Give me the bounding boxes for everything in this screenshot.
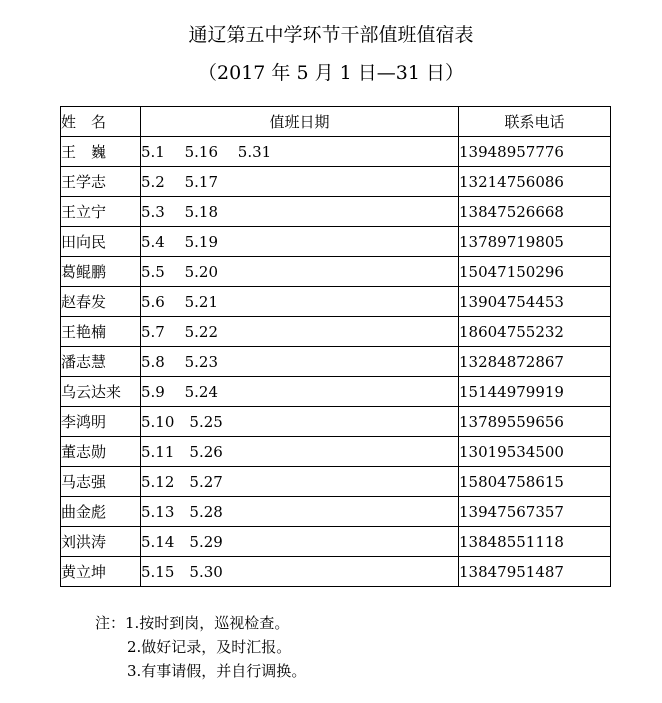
cell-name: 王 巍 bbox=[61, 137, 141, 167]
table-row bbox=[61, 437, 611, 467]
table-row bbox=[61, 197, 611, 227]
cell-name: 潘志慧 bbox=[61, 347, 141, 377]
cell-name: 赵春发 bbox=[61, 287, 141, 317]
cell-name: 葛鲲鹏 bbox=[61, 257, 141, 287]
duty-roster-table bbox=[60, 106, 611, 587]
table-row bbox=[61, 377, 611, 407]
notes-section bbox=[95, 611, 306, 683]
table-row bbox=[61, 227, 611, 257]
cell-dates: 5.12 5.27 bbox=[141, 467, 459, 497]
cell-name: 马志强 bbox=[61, 467, 141, 497]
date-range-subtitle: （2017 年 5 月 1 日—31 日） bbox=[198, 62, 464, 84]
document-title: 通辽第五中学环节干部值班值宿表 bbox=[188, 24, 474, 46]
cell-name: 田向民 bbox=[61, 227, 141, 257]
note-line-1: 注：1.按时到岗，巡视检查。 bbox=[95, 614, 290, 632]
cell-phone: 13847951487 bbox=[459, 557, 611, 587]
cell-phone: 15047150296 bbox=[459, 257, 611, 287]
cell-name: 王艳楠 bbox=[61, 317, 141, 347]
cell-dates: 5.4 5.19 bbox=[141, 227, 459, 257]
table-header-row bbox=[61, 107, 611, 137]
cell-name: 乌云达来 bbox=[61, 377, 141, 407]
cell-phone: 13789559656 bbox=[459, 407, 611, 437]
cell-phone: 13847526668 bbox=[459, 197, 611, 227]
cell-name: 李鸿明 bbox=[61, 407, 141, 437]
cell-dates: 5.3 5.18 bbox=[141, 197, 459, 227]
table-row bbox=[61, 287, 611, 317]
table-row bbox=[61, 407, 611, 437]
table-row bbox=[61, 347, 611, 377]
cell-phone: 18604755232 bbox=[459, 317, 611, 347]
cell-dates: 5.2 5.17 bbox=[141, 167, 459, 197]
cell-phone: 13904754453 bbox=[459, 287, 611, 317]
cell-phone: 15144979919 bbox=[459, 377, 611, 407]
cell-dates: 5.7 5.22 bbox=[141, 317, 459, 347]
cell-dates: 5.9 5.24 bbox=[141, 377, 459, 407]
cell-name: 王学志 bbox=[61, 167, 141, 197]
cell-name: 曲金彪 bbox=[61, 497, 141, 527]
cell-phone: 13848551118 bbox=[459, 527, 611, 557]
table-row bbox=[61, 137, 611, 167]
cell-dates: 5.13 5.28 bbox=[141, 497, 459, 527]
note-line-2: 2.做好记录，及时汇报。 bbox=[127, 638, 292, 656]
table-row bbox=[61, 167, 611, 197]
table-row bbox=[61, 317, 611, 347]
cell-dates: 5.15 5.30 bbox=[141, 557, 459, 587]
table-row bbox=[61, 257, 611, 287]
cell-name: 董志勋 bbox=[61, 437, 141, 467]
table-row bbox=[61, 527, 611, 557]
cell-dates: 5.5 5.20 bbox=[141, 257, 459, 287]
cell-phone: 13019534500 bbox=[459, 437, 611, 467]
cell-phone: 13214756086 bbox=[459, 167, 611, 197]
table-row bbox=[61, 467, 611, 497]
header-phone: 联系电话 bbox=[459, 107, 611, 137]
cell-phone: 13284872867 bbox=[459, 347, 611, 377]
header-dates: 值班日期 bbox=[141, 107, 459, 137]
cell-dates: 5.11 5.26 bbox=[141, 437, 459, 467]
cell-dates: 5.6 5.21 bbox=[141, 287, 459, 317]
cell-phone: 13948957776 bbox=[459, 137, 611, 167]
cell-dates: 5.14 5.29 bbox=[141, 527, 459, 557]
cell-name: 刘洪涛 bbox=[61, 527, 141, 557]
cell-dates: 5.10 5.25 bbox=[141, 407, 459, 437]
cell-phone: 15804758615 bbox=[459, 467, 611, 497]
cell-phone: 13789719805 bbox=[459, 227, 611, 257]
cell-name: 王立宁 bbox=[61, 197, 141, 227]
table-row bbox=[61, 497, 611, 527]
header-name: 姓 名 bbox=[61, 107, 141, 137]
table-row bbox=[61, 557, 611, 587]
note-line-3: 3.有事请假，并自行调换。 bbox=[127, 662, 307, 680]
cell-dates: 5.8 5.23 bbox=[141, 347, 459, 377]
cell-dates: 5.1 5.16 5.31 bbox=[141, 137, 459, 167]
cell-phone: 13947567357 bbox=[459, 497, 611, 527]
cell-name: 黄立坤 bbox=[61, 557, 141, 587]
